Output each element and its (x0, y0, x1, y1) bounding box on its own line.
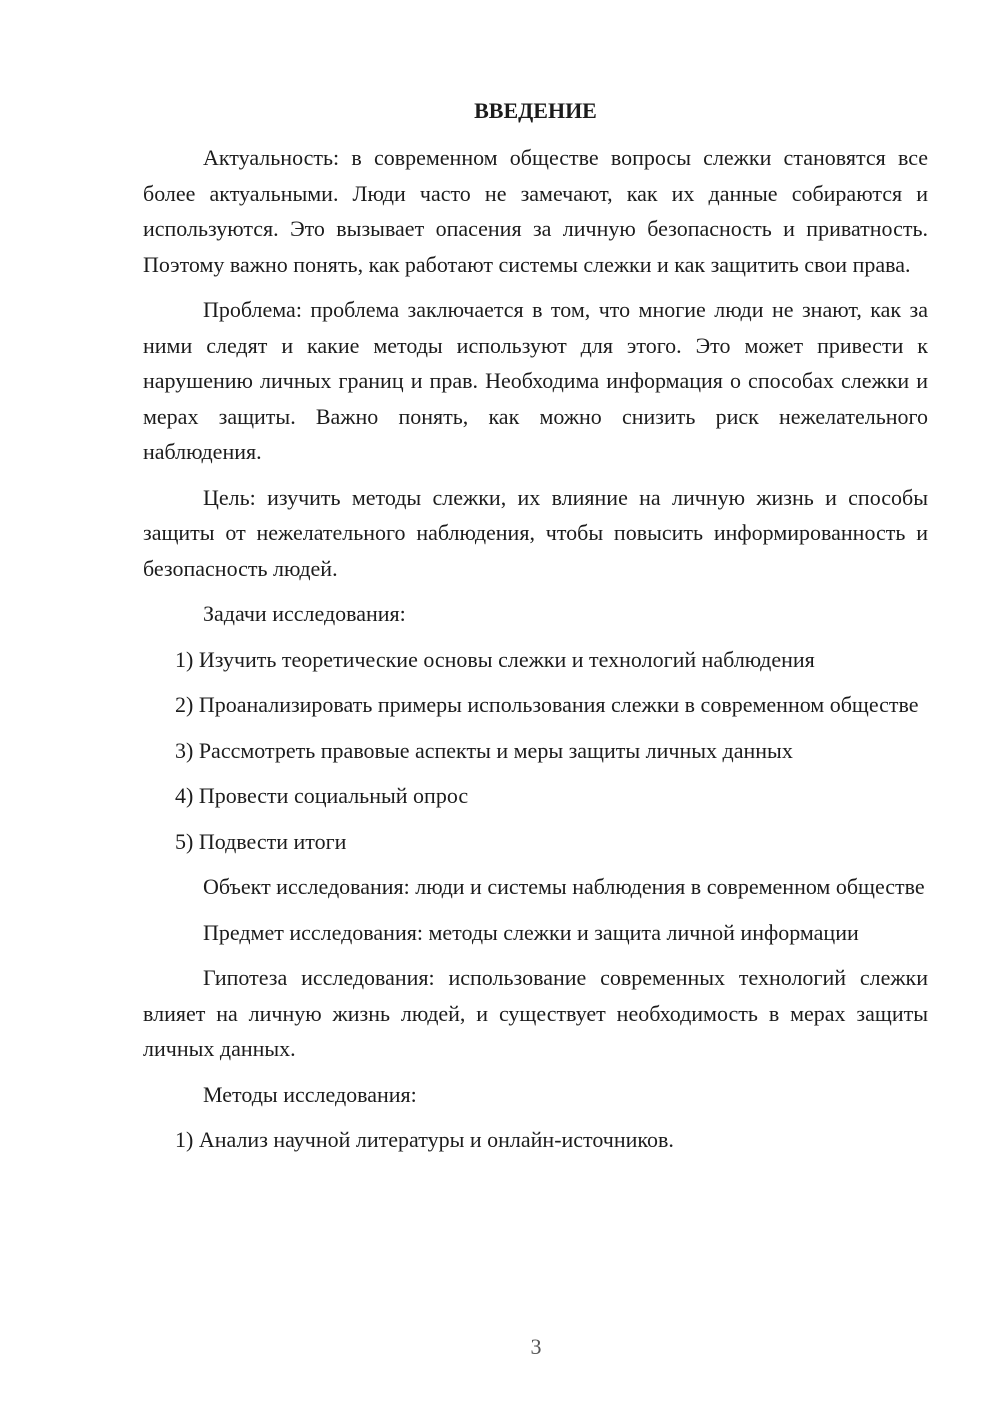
task-item: 4) Провести социальный опрос (175, 783, 469, 808)
task-item: 2) Проанализировать примеры использования слежки в современном обществе (175, 692, 919, 717)
page-content (143, 96, 928, 1168)
methods-heading: Методы исследования: (203, 1081, 417, 1107)
problem-paragraph: Проблема: проблема заключается в том, что многие люди не знают, как за ними следят и какие методы используют для этого. Это может привести к нарушению личных границ и прав. Необходима информация о способах слежки и мерах защиты. Важно понять, как можно снизить риск нежелательного наблюдения. (143, 297, 928, 464)
page-number: 3 (530, 1334, 542, 1359)
subject-paragraph: Предмет исследования: методы слежки и защита личной информации (203, 919, 859, 945)
method-item: 1) Анализ научной литературы и онлайн-источников. (175, 1127, 674, 1152)
goal-paragraph: Цель: изучить методы слежки, их влияние на личную жизнь и способы защиты от нежелательного наблюдения, чтобы повысить информированность и безопасность людей. (143, 484, 928, 581)
task-item: 3) Рассмотреть правовые аспекты и меры защиты личных данных (175, 737, 793, 763)
tasks-heading: Задачи исследования: (203, 601, 406, 626)
page-title: ВВЕДЕНИЕ (474, 98, 597, 123)
task-item: 5) Подвести итоги (175, 828, 347, 854)
relevance-paragraph: Актуальность: в современном обществе вопросы слежки становятся все более актуальными. Люди часто не замечают, как их данные собираются и используются. Это вызывает опасения за личную безопасность и приватность. Поэтому важно понять, как работают системы слежки и как защитить свои права. (143, 145, 928, 277)
object-paragraph: Объект исследования: люди и системы наблюдения в современном обществе (203, 874, 925, 899)
task-item: 1) Изучить теоретические основы слежки и технологий наблюдения (175, 646, 815, 672)
hypothesis-paragraph: Гипотеза исследования: использование современных технологий слежки влияет на личную жизнь людей, и существует необходимость в мерах защиты личных данных. (143, 965, 928, 1061)
